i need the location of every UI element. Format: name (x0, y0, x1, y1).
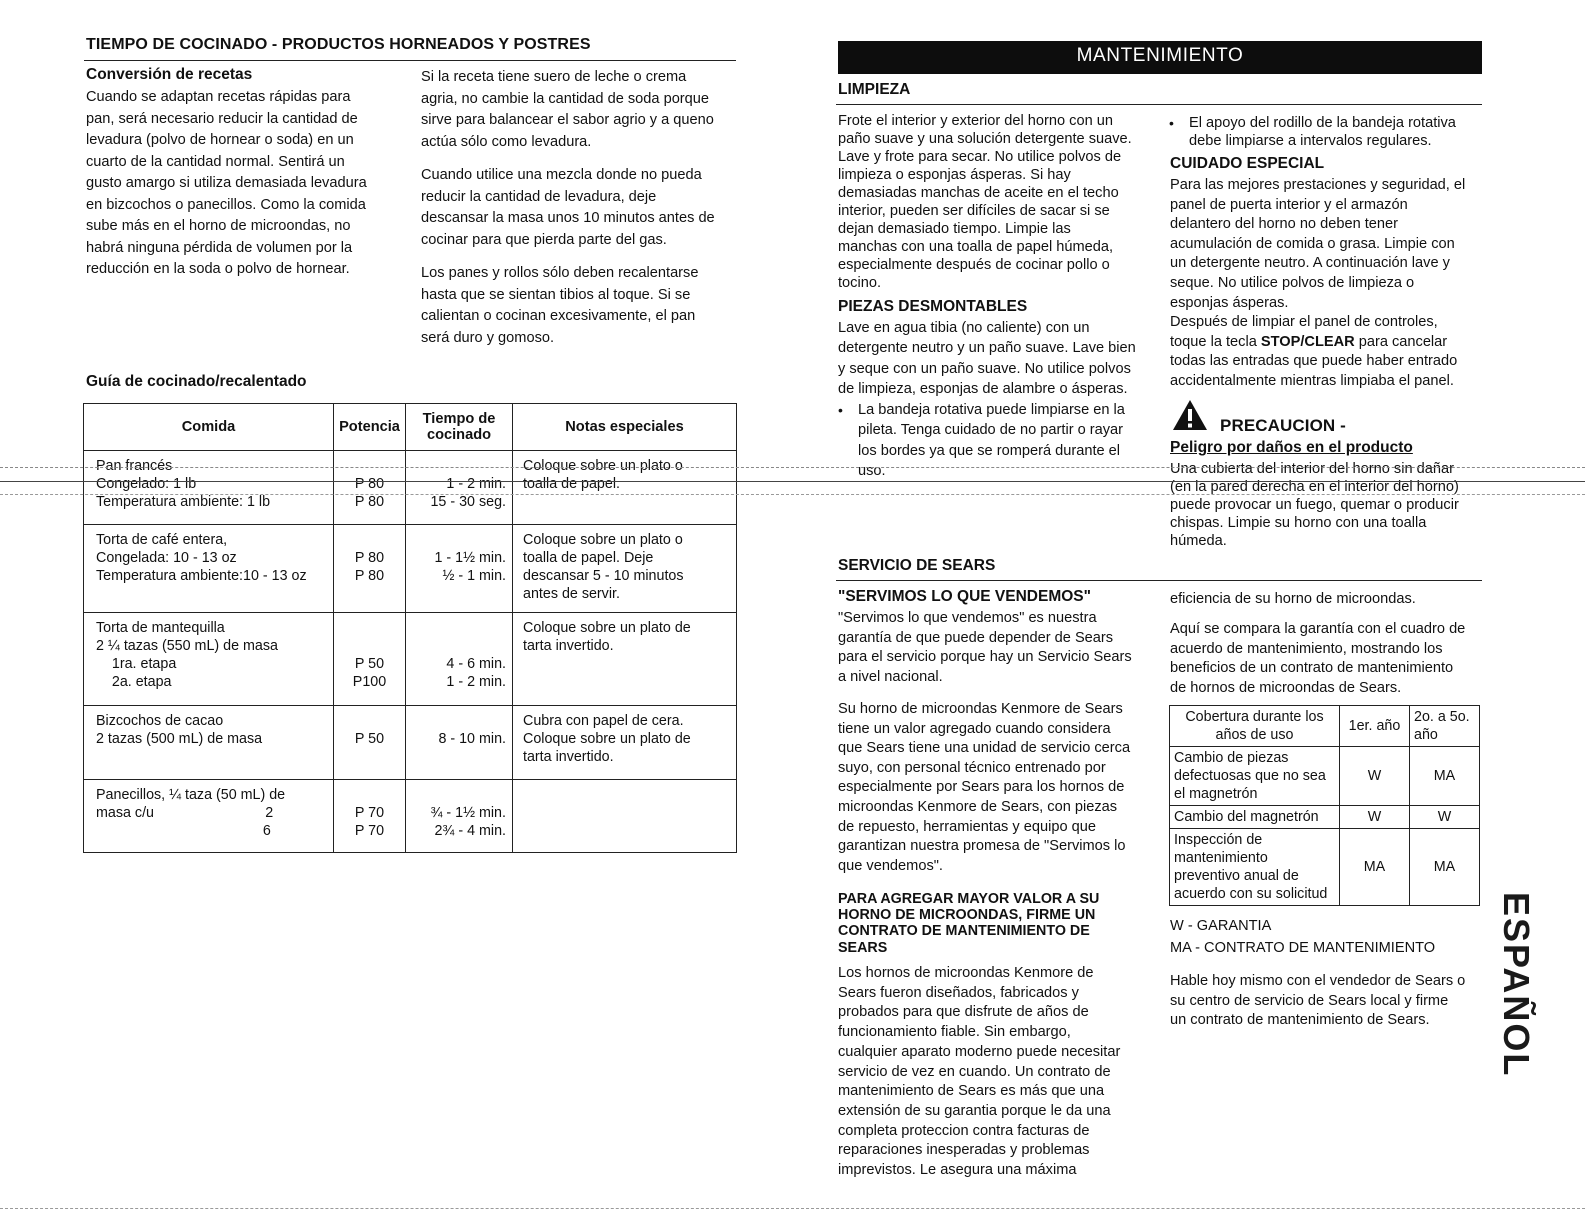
cell-line: tarta invertido. (523, 749, 614, 765)
cell-line: P 50 (354, 731, 385, 747)
text-line: húmeda. (1170, 533, 1227, 549)
text-line: chispas. Limpie su horno con una toalla (1170, 515, 1427, 531)
stop-pre: Después de limpiar el panel de controles, (1170, 314, 1438, 330)
agregar-text (838, 964, 1158, 1181)
cell-line (338, 712, 401, 730)
power-cell (334, 613, 406, 706)
cell-line: Torta de mantequilla (96, 620, 225, 636)
cell-line: P100 (352, 674, 387, 690)
cell-line: 2 tazas (500 mL) de masa (96, 731, 263, 747)
text-line: "Servimos lo que vendemos" es nuestra (838, 610, 1097, 626)
text-line: PARA AGREGAR MAYOR VALOR A SU (838, 891, 1100, 907)
text-line: acuerdo de mantenimiento, mostrando los (1170, 640, 1443, 657)
cell-line: preventivo anual de (1174, 868, 1299, 884)
cell-line (412, 531, 506, 549)
cell-line (412, 457, 506, 475)
notes-cell (513, 451, 737, 525)
text-line: interior, pueden ser difíciles de sacar si se (838, 203, 1110, 219)
cell-line: toalla de papel. Deje (523, 550, 654, 566)
coverage-cell (1170, 806, 1340, 829)
conversion-text (86, 87, 406, 281)
cooking-guide-table (83, 403, 737, 853)
cell-line (412, 637, 506, 655)
col-header-power: Potencia (334, 404, 406, 451)
piezas-heading: PIEZAS DESMONTABLES (838, 298, 1028, 315)
text-line: los bordes ya que se romperá durante el (858, 442, 1121, 459)
text-line: microondas Kenmore de Sears, con piezas (838, 798, 1118, 815)
cell-line: 2a. etapa (96, 674, 172, 690)
text-line: debe limpiarse a intervalos regulares. (1189, 133, 1432, 149)
limpieza-text (838, 112, 1158, 292)
text-line: su centro de servicio de Sears local y firme (1170, 992, 1449, 1009)
col4-p2 (1170, 620, 1490, 698)
coverage-value (1340, 747, 1410, 806)
text-line: que Sears tiene una unidad de servicio cerca (838, 740, 1131, 757)
text-line: agria, no cambie la cantidad de soda porque (421, 90, 710, 107)
cell-line: Cobertura durante los (1185, 709, 1324, 725)
text-line: acumulación de comida o grasa. Limpie con (1170, 235, 1455, 252)
text-line: calientan o cocinan excesivamente, el pan (421, 308, 696, 324)
cell-line: Pan francés (96, 458, 173, 474)
warranty-header-row (1170, 706, 1480, 747)
time-cell (406, 706, 513, 780)
cell-line: P 80 (354, 568, 385, 584)
cell-line: Inspección de (1174, 832, 1263, 848)
stop-line (1170, 333, 1490, 353)
text-line: especialmente después de cocinar pollo o (838, 257, 1110, 273)
cell-line (338, 531, 401, 549)
power-cell (334, 706, 406, 780)
text-line: tiene un valor agregado cuando considera (838, 720, 1111, 737)
cell-line: MA (1363, 859, 1386, 875)
cell-line: MA (1433, 859, 1456, 875)
notes-cell (513, 525, 737, 613)
text-line: un contrato de mantenimiento de Sears. (1170, 1012, 1430, 1029)
closing-text (1170, 972, 1490, 1031)
bread-paragraph (421, 263, 741, 349)
cell-line: W (1367, 809, 1382, 825)
text-line: que vendemos". (838, 857, 943, 874)
text-line: La bandeja rotativa puede limpiarse en la (858, 402, 1125, 418)
text-line: especialmente por Sears para los hornos de (838, 779, 1125, 796)
conversion-heading: Conversión de recetas (86, 66, 253, 83)
notes-cell (513, 613, 737, 706)
text-line: tocino. (838, 275, 881, 291)
col-header-time: Tiempo de cocinado (406, 404, 513, 451)
cell-line: 6 (96, 823, 271, 839)
coverage-value (1340, 806, 1410, 829)
text-line: a nivel nacional. (838, 668, 943, 685)
cell-line: masa c/u 2 (96, 805, 274, 821)
title-rule (84, 60, 736, 61)
text-line: reducción en la soda o polvo de hornear. (86, 261, 350, 277)
cell-line: ¾ - 1½ min. (430, 805, 506, 821)
text-line: probados para que disfrute de años de (838, 1004, 1089, 1021)
coverage-cell (1170, 747, 1340, 806)
cell-line: 2 ¼ tazas (550 mL) de masa (96, 638, 278, 654)
text-line: pan, será necesario reducir la cantidad de (86, 110, 358, 127)
agregar-heading (838, 891, 1099, 956)
scan-line-bottom (0, 1208, 1585, 1209)
table-row (84, 451, 737, 525)
text-line: demasiadas manchas de aceite en el techo (838, 185, 1119, 201)
cell-line: defectuosas que no sea (1174, 768, 1326, 784)
warranty-row (1170, 747, 1480, 806)
coverage-value (1340, 829, 1410, 906)
text-line: dejan demasiado tiempo. Limpie las (838, 221, 1071, 237)
cell-line: P 70 (354, 805, 385, 821)
servimos-p1 (838, 609, 1158, 687)
servicio-rule (836, 580, 1482, 581)
text-line: hasta que se sientan tibios al toque. Si se (421, 286, 691, 303)
time-cell (406, 451, 513, 525)
text-line: completa proteccion contra facturas de (838, 1122, 1090, 1139)
coverage-cell (1170, 829, 1340, 906)
power-cell (334, 451, 406, 525)
coverage-value (1410, 806, 1480, 829)
cell-line (338, 619, 401, 637)
warranty-header-cell (1410, 706, 1480, 747)
scan-line (0, 494, 1585, 495)
table-row (84, 613, 737, 706)
warning-icon (1171, 398, 1211, 434)
text-line: esponjas ásperas. (1170, 294, 1289, 311)
text-line: servicio de vez en cuando. Un contrato de (838, 1063, 1111, 1080)
cell-line: año (1414, 727, 1438, 743)
precaucion-subtitle: Peligro por daños en el producto (1170, 439, 1413, 456)
text-line: Si la receta tiene suero de leche o crema (421, 69, 687, 85)
text-line: (en la pared derecha en el interior del horno) (1170, 479, 1459, 495)
cell-line: Cubra con papel de cera. (523, 713, 684, 729)
text-line: mantenimiento de Sears es más que una (838, 1083, 1105, 1100)
col-header-notes: Notas especiales (513, 404, 737, 451)
text-line: seque. No utilice polvos de limpieza o (1170, 274, 1415, 291)
power-cell (334, 780, 406, 853)
buttermilk-paragraph (421, 67, 741, 153)
text-line: El apoyo del rodillo de la bandeja rotativa (1189, 115, 1456, 131)
cooking-table-wrap (83, 403, 737, 853)
cuidado-text (1170, 176, 1490, 313)
cell-line: Bizcochos de cacao (96, 713, 224, 729)
cell-line: toalla de papel. (523, 476, 620, 492)
text-line: delantero del horno no deben tener (1170, 216, 1399, 233)
cell-line: Congelada: 10 - 13 oz (96, 550, 237, 566)
cell-line: 2¾ - 4 min. (434, 823, 506, 839)
servimos-heading: "SERVIMOS LO QUE VENDEMOS" (838, 588, 1091, 605)
piezas-text (838, 318, 1158, 399)
text-line: paño suave y una solución detergente suave. (838, 131, 1132, 147)
text-line: SEARS (838, 939, 888, 956)
food-cell (84, 706, 334, 780)
piezas-bullet (838, 400, 1158, 481)
cell-line: Torta de café entera, (96, 532, 228, 548)
warranty-table-wrap (1169, 705, 1480, 906)
cell-line: MA (1433, 768, 1456, 784)
text-line: de hornos de microondas de Sears. (1170, 679, 1402, 696)
food-cell (84, 525, 334, 613)
text-line: reducir la cantidad de levadura, deje (421, 188, 657, 205)
cell-line: Congelado: 1 lb (96, 476, 197, 492)
cell-line (412, 619, 506, 637)
text-line: de repuesto, herramientas y equipo que (838, 818, 1096, 835)
food-cell (84, 780, 334, 853)
text-line: uso. (858, 462, 886, 479)
cell-line: 1er. año (1348, 718, 1401, 734)
time-cell (406, 780, 513, 853)
precaucion-title: PRECAUCION - (1220, 416, 1346, 435)
cuidado-heading: CUIDADO ESPECIAL (1170, 155, 1325, 172)
scan-line (0, 467, 1585, 468)
stop-a: toque la tecla (1170, 333, 1261, 350)
text-line: Cuando se adaptan recetas rápidas para (86, 89, 351, 105)
text-line: levadura (polvo de hornear o soda) en un (86, 132, 354, 148)
text-line: Los panes y rollos sólo deben recalentarse (421, 265, 699, 281)
text-line: y seque con un paño suave. No utilice polvos (838, 360, 1131, 377)
notes-cell (513, 780, 737, 853)
cell-line: Cambio de piezas (1174, 750, 1289, 766)
table-row (84, 780, 737, 853)
text-line: un detergente neutro. A continuación lave y (1170, 255, 1450, 272)
mix-paragraph (421, 165, 741, 251)
cell-line (523, 786, 730, 804)
cell-line: 8 - 10 min. (438, 731, 506, 747)
maintenance-banner: MANTENIMIENTO (838, 41, 1482, 74)
legend-w: W - GARANTIA (1170, 918, 1272, 934)
cell-line: W (1437, 809, 1452, 825)
text-line: gusto amargo si utiliza demasiada levadura (86, 175, 367, 191)
text-line: actúa sólo como levadura. (421, 133, 592, 150)
cell-line: P 70 (354, 823, 385, 839)
cell-line: W (1367, 768, 1382, 784)
food-cell (84, 613, 334, 706)
time-cell (406, 525, 513, 613)
cell-line: P 80 (354, 550, 385, 566)
warranty-table (1169, 705, 1480, 906)
food-cell (84, 451, 334, 525)
cell-line (412, 786, 506, 804)
cell-line (338, 457, 401, 475)
cell-line: 2o. a 5o. (1414, 709, 1470, 725)
text-line: beneficios de un contrato de mantenimiento (1170, 660, 1454, 677)
cell-line: P 80 (354, 476, 385, 492)
guide-heading: Guía de cocinado/recalentado (86, 373, 307, 390)
cell-line: tarta invertido. (523, 638, 614, 654)
bullet-icon: • (1169, 115, 1174, 131)
cell-line (338, 786, 401, 804)
cell-line (338, 637, 401, 655)
text-line: puede provocar un fuego, quemar o producir (1170, 497, 1459, 513)
cell-line: Temperatura ambiente:10 - 13 oz (96, 568, 307, 584)
text-line: Para las mejores prestaciones y seguridad, el (1170, 177, 1466, 193)
text-line: garantizan nuestra promesa de "Servimos lo (838, 838, 1126, 855)
cell-line: 15 - 30 seg. (430, 494, 506, 510)
text-line: Frote el interior y exterior del horno con un (838, 113, 1113, 129)
bullet-icon: • (838, 402, 843, 418)
stop-clear-key: STOP/CLEAR (1260, 333, 1355, 350)
text-line: de limpieza, esponjas de alambre o ásperas. (838, 380, 1128, 397)
text-line: Una cubierta del interior del horno sin dañar (1170, 461, 1454, 477)
text-line: cuarto de la cantidad normal. Sentirá un (86, 153, 345, 170)
warranty-row (1170, 829, 1480, 906)
text-line: Su horno de microondas Kenmore de Sears (838, 701, 1123, 717)
cell-line: Coloque sobre un plato o (523, 532, 683, 548)
warranty-row (1170, 806, 1480, 829)
servicio-heading: SERVICIO DE SEARS (838, 557, 996, 574)
text-line: pileta. Tenga cuidado de no partir o rayar (858, 422, 1124, 439)
col-header-food: Comida (84, 404, 334, 451)
text-line: cualquier aparato moderno puede necesitar (838, 1043, 1121, 1060)
text-line: todas las entradas que puede haber entrado (1170, 353, 1458, 370)
cell-line: descansar 5 - 10 minutos (523, 568, 684, 584)
text-line: en bizcochos o panecillos. Como la comida (86, 196, 366, 213)
cell-line: mantenimiento (1174, 850, 1268, 866)
warranty-header-cell (1340, 706, 1410, 747)
time-cell (406, 613, 513, 706)
precaucion-text (1170, 460, 1490, 550)
cell-line: 1 - 1½ min. (434, 550, 506, 566)
text-line: detergente neutro y un paño suave. Lave bien (838, 340, 1136, 357)
text-line: para el servicio porque hay un Servicio Sears (838, 649, 1132, 666)
cell-line: Coloque sobre un plato de (523, 620, 691, 636)
text-line: reparaciones inesperadas y problemas (838, 1142, 1090, 1159)
coverage-value (1410, 829, 1480, 906)
text-line: descansar la masa unos 10 minutos antes de (421, 210, 715, 226)
text-line: imprevistos. Le asegura una máxima (838, 1162, 1077, 1179)
cell-line (412, 712, 506, 730)
text-line: HORNO DE MICROONDAS, FIRME UN (838, 907, 1096, 924)
cell-line: Temperatura ambiente: 1 lb (96, 494, 271, 510)
text-line: Hable hoy mismo con el vendedor de Sears o (1170, 973, 1466, 989)
text-line: extensión de su garantia porque le da una (838, 1102, 1111, 1119)
cell-line: Cambio del magnetrón (1174, 809, 1319, 825)
cell-line: ½ - 1 min. (442, 568, 506, 584)
language-tab: ESPAÑOL (1496, 892, 1537, 1078)
servimos-p2 (838, 700, 1158, 876)
table-row (84, 706, 737, 780)
cell-line: Coloque sobre un plato o (523, 458, 683, 474)
text-line: CONTRATO DE MANTENIMIENTO DE (838, 923, 1090, 940)
text-line: manchas con una toalla de papel húmeda, (838, 239, 1114, 255)
col4-p1: eficiencia de su horno de microondas. (1170, 591, 1416, 607)
cell-line: P 80 (354, 494, 385, 510)
text-line: será duro y gomoso. (421, 329, 555, 346)
text-line: cocinar para que pierda parte del gas. (421, 231, 667, 248)
text-line: sirve para balancear el sabor agrio y a queno (421, 112, 714, 128)
text-line: habrá ninguna pérdida de volumen por la (86, 239, 353, 256)
stop-clear-text (1170, 313, 1490, 391)
scan-line (0, 481, 1585, 482)
cell-line: 1 - 2 min. (446, 674, 506, 690)
limpieza-heading: LIMPIEZA (838, 81, 911, 98)
cell-line: acuerdo con su solicitud (1174, 886, 1328, 902)
cell-line: años de uso (1215, 727, 1294, 743)
text-line: funcionamiento fiable. Sin embargo, (838, 1024, 1071, 1041)
notes-cell (513, 706, 737, 780)
limpieza-rule (836, 104, 1482, 105)
table-row (84, 525, 737, 613)
warranty-header-cell (1170, 706, 1340, 747)
text-line: panel de puerta interior y el armazón (1170, 196, 1408, 213)
text-line: limpieza o esponjas ásperas. Si hay (838, 167, 1071, 183)
text-line: garantía de que puede depender de Sears (838, 629, 1114, 646)
text-line: suyo, con personal técnico entrenado por (838, 759, 1106, 776)
cell-line: P 50 (354, 656, 385, 672)
cell-line: 4 - 6 min. (446, 656, 506, 672)
section-title: TIEMPO DE COCINADO - PRODUCTOS HORNEADOS Y POSTRES (86, 36, 591, 53)
power-cell (334, 525, 406, 613)
text-line: Cuando utilice una mezcla donde no pueda (421, 167, 702, 183)
cell-line: antes de servir. (523, 586, 620, 602)
rodillo-bullet (1169, 114, 1489, 150)
text-line: Sears fueron diseñados, fabricados y (838, 984, 1079, 1001)
cell-line: el magnetrón (1174, 786, 1258, 802)
text-line: Lave en agua tibia (no caliente) con un (838, 320, 1090, 336)
cell-line: 1 - 2 min. (446, 476, 506, 492)
coverage-value (1410, 747, 1480, 806)
text-line: accidentalmente mientras limpiaba el panel. (1170, 372, 1454, 389)
legend-ma: MA - CONTRATO DE MANTENIMIENTO (1170, 940, 1436, 956)
cell-line: 1ra. etapa (96, 656, 177, 672)
text-line: Lave y frote para secar. No utilice polvos de (838, 149, 1122, 165)
text-line: Aquí se compara la garantía con el cuadro de (1170, 621, 1466, 637)
cell-line: Coloque sobre un plato de (523, 731, 691, 747)
text-line: Los hornos de microondas Kenmore de (838, 965, 1094, 981)
text-line: sube más en el horno de microondas, no (86, 218, 351, 234)
stop-b: para cancelar (1354, 333, 1448, 350)
cell-line: Panecillos, ¼ taza (50 mL) de (96, 787, 286, 803)
